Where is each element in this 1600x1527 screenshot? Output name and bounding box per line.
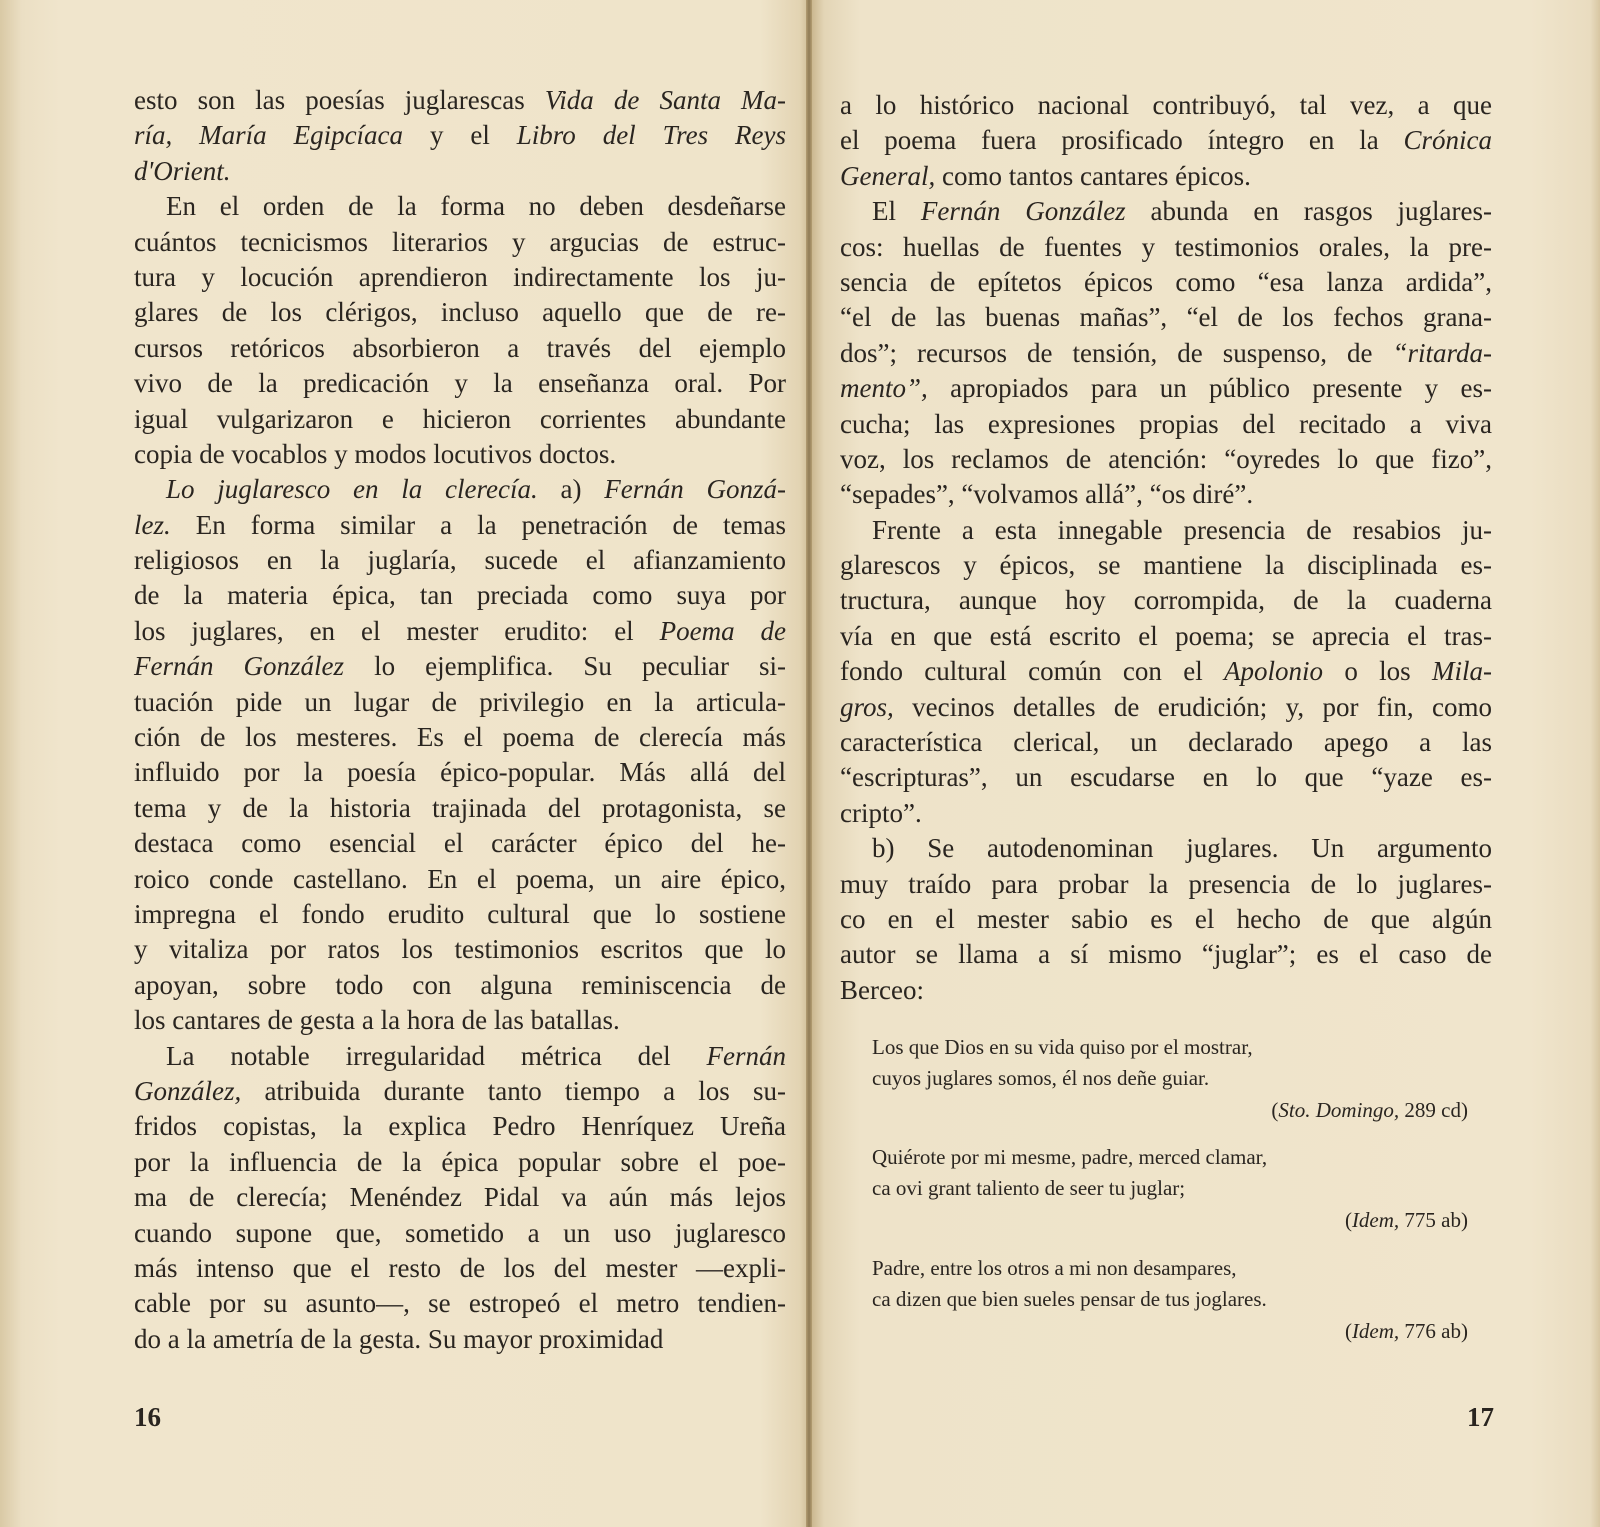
page-number-right: 17 — [1467, 1402, 1494, 1432]
left-text-line: cuántos tecnicismos literarios y argucias de estruc- — [134, 226, 786, 257]
right-text-line: co en el mester sabio es el hecho de que algún — [840, 903, 1492, 934]
verse-line: Los que Dios en su vida quiso por el mostrar, — [872, 1035, 1253, 1059]
left-text-line: d'Orient. — [134, 155, 231, 186]
left-text-line: tura y locución aprendieron indirectamente los ju- — [134, 261, 786, 292]
right-text-line: tructura, aunque hoy corrompida, de la cuaderna — [840, 585, 1492, 616]
left-text-line: igual vulgarizaron e hicieron corrientes abundante — [134, 403, 786, 434]
left-text-column — [134, 83, 786, 1357]
left-text-line: esto son las poesías juglarescas Vida de Santa Ma- — [134, 85, 786, 115]
right-text-line: autor se llama a sí mismo “juglar”; es el caso de — [840, 939, 1492, 970]
verse-line: ca ovi grant taliento de seer tu juglar; — [872, 1176, 1186, 1200]
left-text-line: La notable irregularidad métrica del Fernán — [166, 1040, 786, 1071]
right-text-line: mento”, apropiados para un público presente y es- — [840, 373, 1492, 404]
left-text-line: y vitaliza por ratos los testimonios escritos que lo — [134, 934, 786, 965]
book-gutter — [806, 0, 812, 1527]
verse-quote-1 — [872, 1032, 1472, 1126]
left-text-line: por la influencia de la épica popular sobre el poe- — [134, 1146, 786, 1177]
right-text-line: b) Se autodenominan juglares. Un argumento — [872, 833, 1492, 864]
right-text-line: dos”; recursos de tensión, de suspenso, de “ritarda- — [840, 337, 1492, 368]
right-text-column — [840, 88, 1492, 1008]
verse-reference: (Sto. Domingo, 289 cd) — [1271, 1098, 1468, 1122]
left-text-line: de la materia épica, tan preciada como suya por — [134, 580, 786, 611]
right-text-line: glarescos y épicos, se mantiene la disciplinada es- — [840, 550, 1492, 581]
left-text-line: religiosos en la juglaría, sucede el afianzamiento — [134, 545, 786, 576]
right-text-line: cucha; las expresiones propias del recitado a viva — [840, 408, 1492, 439]
left-text-line: apoyan, sobre todo con alguna reminiscencia de — [134, 969, 786, 1000]
verse-line: cuyos juglares somos, él nos deñe guiar. — [872, 1066, 1210, 1090]
left-text-line: roico conde castellano. En el poema, un aire épico, — [134, 863, 786, 894]
left-text-line: do a la ametría de la gesta. Su mayor proximidad — [134, 1323, 664, 1354]
right-text-line: cos: huellas de fuentes y testimonios orales, la pre- — [840, 231, 1492, 262]
left-text-line: impregna el fondo erudito cultural que lo sostiene — [134, 898, 786, 929]
right-text-line: sencia de epítetos épicos como “esa lanza ardida”, — [840, 266, 1492, 297]
left-text-line: En el orden de la forma no deben desdeñarse — [166, 191, 786, 222]
left-text-line: cuando supone que, sometido a un uso juglaresco — [134, 1217, 786, 1248]
right-text-line: fondo cultural común con el Apolonio o los Mila- — [840, 656, 1492, 687]
right-text-line: voz, los reclamos de atención: “oyredes lo que fizo”, — [840, 443, 1492, 474]
verse-reference: (Idem, 776 ab) — [1344, 1319, 1468, 1343]
right-text-line: a lo histórico nacional contribuyó, tal vez, a que — [840, 90, 1492, 120]
left-text-line: cable por su asunto—, se estropeó el metro tendien- — [134, 1288, 786, 1319]
left-text-line: los juglares, en el mester erudito: el Poema de — [134, 615, 786, 646]
left-text-line: influido por la poesía épico-popular. Más allá del — [134, 757, 786, 788]
right-text-line: característica clerical, un declarado apego a las — [840, 727, 1492, 758]
left-text-line: los cantares de gesta a la hora de las batallas. — [134, 1005, 620, 1036]
right-text-line: General, como tantos cantares épicos. — [840, 160, 1251, 191]
left-text-line: fridos copistas, la explica Pedro Henríquez Ureña — [134, 1111, 786, 1142]
left-text-line: Lo juglaresco en la clerecía. a) Fernán Gonzá- — [166, 474, 786, 505]
verse-reference: (Idem, 775 ab) — [1344, 1208, 1468, 1232]
verse-quote-2 — [872, 1142, 1472, 1236]
right-text-line: vía en que está escrito el poema; se aprecia el tras- — [840, 620, 1492, 651]
right-text-line: “sepades”, “volvamos allá”, “os diré”. — [840, 479, 1254, 510]
left-text-line: copia de vocablos y modos locutivos doctos. — [134, 438, 617, 469]
right-text-line: muy traído para probar la presencia de lo juglares- — [840, 868, 1492, 899]
verse-line: ca dizen que bien sueles pensar de tus joglares. — [872, 1287, 1267, 1311]
right-text-line: el poema fuera prosificado íntegro en la Crónica — [840, 125, 1492, 156]
right-text-line: El Fernán González abunda en rasgos juglares- — [872, 196, 1493, 227]
verse-line: Padre, entre los otros a mi non desampares, — [872, 1256, 1237, 1280]
right-text-line: Berceo: — [840, 974, 924, 1005]
left-text-line: vivo de la predicación y la enseñanza oral. Por — [134, 368, 786, 399]
right-text-line: Frente a esta innegable presencia de resabios ju- — [872, 514, 1492, 545]
left-text-line: tema y de la historia trajinada del protagonista, se — [134, 792, 786, 823]
right-text-line: gros, vecinos detalles de erudición; y, por fin, como — [840, 691, 1492, 722]
left-text-line: ción de los mesteres. Es el poema de clerecía más — [134, 722, 786, 753]
left-text-line: lez. En forma similar a la penetración de temas — [134, 509, 786, 540]
left-text-line: más intenso que el resto de los del mester —expli- — [134, 1252, 786, 1283]
left-text-line: Fernán González lo ejemplifica. Su peculiar si- — [134, 651, 786, 682]
right-text-line: “escripturas”, un escudarse en lo que “yaze es- — [840, 762, 1492, 793]
left-text-line: cursos retóricos absorbieron a través del ejemplo — [134, 332, 786, 363]
verse-line: Quiérote por mi mesme, padre, merced clamar, — [872, 1145, 1268, 1169]
verse-quote-3 — [872, 1253, 1472, 1347]
left-text-line: destaca como esencial el carácter épico del he- — [134, 828, 786, 859]
right-text-line: cripto”. — [840, 797, 922, 828]
left-text-line: tuación pide un lugar de privilegio en la articula- — [134, 686, 786, 717]
left-text-line: González, atribuida durante tanto tiempo a los su- — [134, 1075, 786, 1106]
page-number-left: 16 — [134, 1402, 161, 1432]
left-text-line: glares de los clérigos, incluso aquello que de re- — [134, 297, 786, 328]
right-text-line: “el de las buenas mañas”, “el de los fechos grana- — [840, 302, 1492, 333]
left-text-line: ma de clerecía; Menéndez Pidal va aún más lejos — [134, 1182, 786, 1213]
left-text-line: ría, María Egipcíaca y el Libro del Tres Reys — [134, 120, 786, 151]
